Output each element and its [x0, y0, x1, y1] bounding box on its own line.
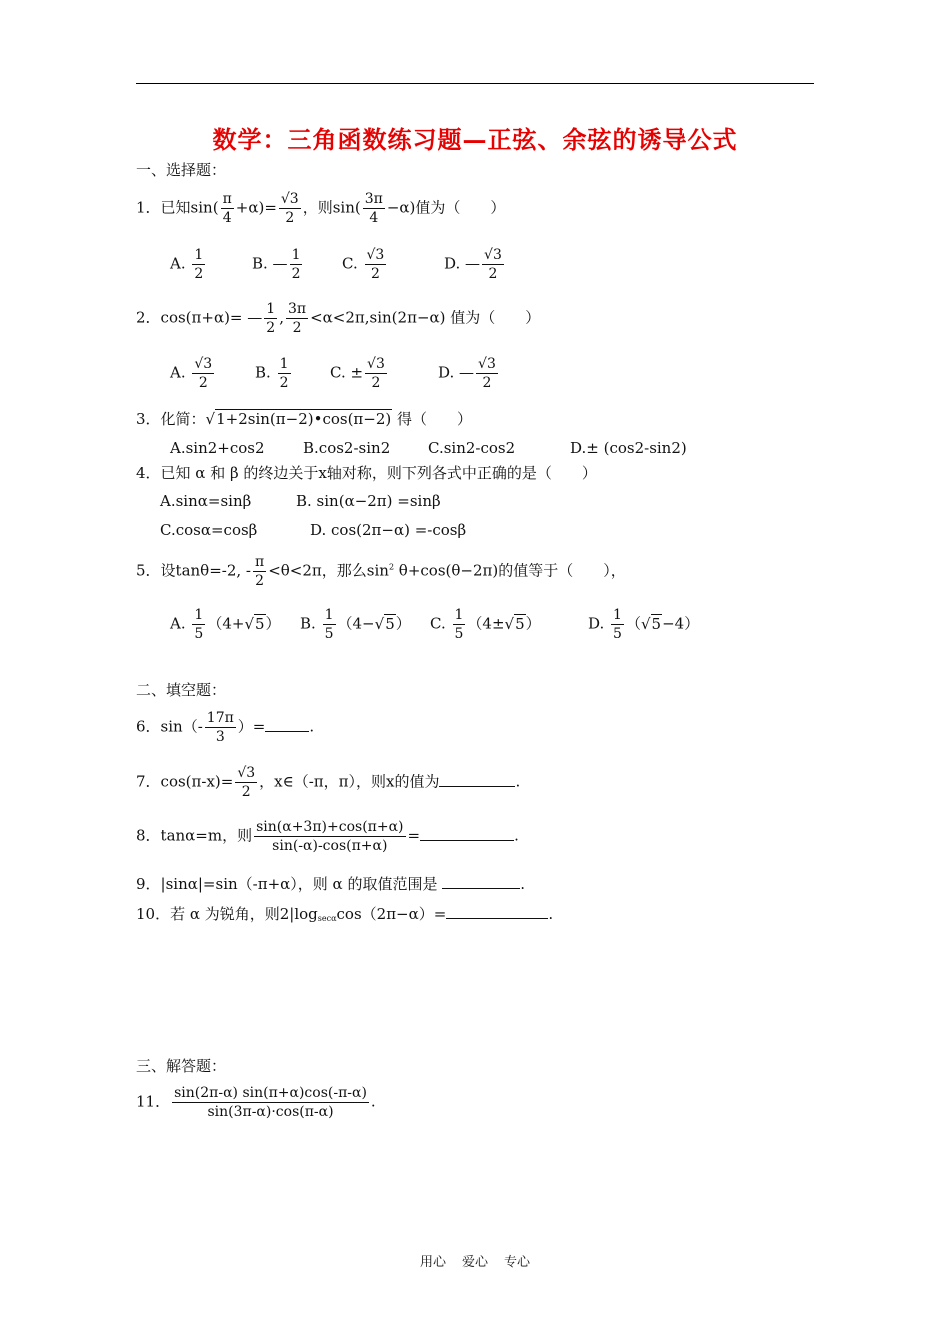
footer-text-1: 用心 [419, 1255, 446, 1270]
q2-prefix: 2．cos(π+α)= — [136, 308, 263, 327]
page-footer [0, 1251, 950, 1270]
q2-option-d: D. — $\frac{√3}{2}$ [438, 356, 496, 391]
page-title: 数学：三角函数练习题—正弦、余弦的诱导公式 [212, 125, 738, 154]
section-choice-heading: 一、选择题： [136, 161, 227, 179]
q1-frac-2: $\frac{√3}{2}$ [280, 191, 299, 226]
question-10: 10．若 α 为锐角，则$2|\log_{sec\alpha}\cos(2\pi-\alpha)=$ . [136, 905, 554, 923]
q3-option-b: B.cos2-sin2 [303, 439, 391, 457]
q2-frac-1: $\frac{1}{2}$ [266, 301, 276, 336]
question-7: 7．cos(π-x)= $\frac{√3}{2}$ ，x∈（-π，π），则x的值为 . [136, 765, 521, 800]
question-1 [136, 192, 505, 225]
q3-radical: √1+2sin(π−2)•cos(π−2) [205, 410, 392, 428]
question-2: 2．cos(π+α)= — $\frac{1}{2}$ , $\frac{3\pi}{2}$ <α<2π,sin(2π−α) 值为（ ） [136, 301, 541, 336]
question-4: 4．已知 α 和 β 的终边关于x轴对称，则下列各式中正确的是（ ） [136, 464, 597, 482]
q4-option-d: D. cos(2π−α) =-cosβ [310, 521, 467, 539]
q5-frac: $\frac{\pi}{2}$ [255, 554, 265, 589]
q2-option-b: B. $\frac{1}{2}$ [255, 356, 289, 391]
q5-option-a: A. $\frac{1}{5}$ （4+√5） [170, 607, 281, 642]
q3-option-a: A.sin2+cos2 [170, 439, 265, 457]
q8-frac: $\frac{\sin(\alpha+3\pi)+\cos(\pi+\alpha)}{\sin(-\alpha)-\cos(\pi+\alpha)}$ [256, 819, 404, 854]
q4-option-b: B. sin(α−2π) =sinβ [296, 492, 441, 510]
q3-prefix: 3．化简： [136, 410, 206, 428]
q6-frac: $\frac{17\pi}{3}$ [206, 710, 234, 745]
top-rule [136, 83, 814, 84]
question-5: 5．设tanθ=-2, - $\frac{\pi}{2}$ <θ<2π，那么$\sin^2 \theta+\cos(\theta-2\pi)$的值等于（ ）， [136, 554, 626, 589]
q7-frac: $\frac{√3}{2}$ [237, 765, 256, 800]
q1-frac-3: $\frac{3\pi}{4}$ [364, 191, 383, 226]
q1-frac-1: $\frac{\pi}{4}$ [222, 191, 232, 226]
q2-option-a: A. $\frac{√3}{2}$ [170, 356, 213, 391]
q3-suffix: 得（ ） [397, 410, 473, 428]
q1-mid-2: ，则sin( [302, 198, 361, 217]
question-3 [136, 412, 472, 427]
q7-answer-blank[interactable] [439, 774, 515, 787]
question-9: 9．|sinα|=sin（-π+α），则 α 的取值范围是 . [136, 875, 526, 893]
q5-option-d: D. $\frac{1}{5}$ （√5−4） [588, 607, 700, 642]
q1-prefix: 1．已知sin( [136, 198, 219, 217]
question-11: 11． $\frac{\sin(2\pi-\alpha) \sin(\pi+\alpha)\cos(-\pi-\alpha)}{\sin(3\pi-\alpha)\cdot\cos(\pi-\alpha)}$ . [136, 1085, 376, 1120]
q4-option-c: C.cosα=cosβ [160, 521, 258, 539]
q1-suffix: −α)值为（ ） [386, 198, 506, 217]
footer-text-2: 爱心 [461, 1255, 488, 1270]
q1-mid-1: +α)= [235, 198, 277, 217]
q2-suffix: <α<2π,sin(2π−α) 值为（ ） [310, 308, 541, 327]
q5-option-c: C. $\frac{1}{5}$ （4±√5） [430, 607, 541, 642]
question-8: 8．tanα=m，则 $\frac{\sin(\alpha+3\pi)+\cos(\pi+\alpha)}{\sin(-\alpha)-\cos(\pi+\alpha)}$ = . [136, 819, 519, 854]
section-answer-heading: 三、解答题： [136, 1057, 227, 1075]
question-6: 6．sin（- $\frac{17\pi}{3}$ ）= . [136, 710, 315, 745]
q11-frac: $\frac{\sin(2\pi-\alpha) \sin(\pi+\alpha)\cos(-\pi-\alpha)}{\sin(3\pi-\alpha)\cdot\cos(\pi-\alpha)}$ [174, 1085, 367, 1120]
q10-answer-blank[interactable] [446, 906, 548, 919]
q9-answer-blank[interactable] [442, 876, 520, 889]
footer-text-3: 专心 [504, 1255, 531, 1270]
q4-option-a: A.sinα=sinβ [160, 492, 252, 510]
q3-option-c: C.sin2-cos2 [428, 439, 516, 457]
q3-option-d: D.± (cos2-sin2) [570, 439, 687, 457]
q5-option-b: B. $\frac{1}{5}$ （4−√5） [300, 607, 411, 642]
section-fill-heading: 二、填空题： [136, 681, 227, 699]
q1-option-b: B. — $\frac{1}{2}$ [252, 247, 301, 282]
q1-option-d: D. — $\frac{√3}{2}$ [444, 247, 502, 282]
q2-option-c: C. ± $\frac{√3}{2}$ [330, 356, 385, 391]
q1-option-a: A. $\frac{1}{2}$ [170, 247, 204, 282]
q6-answer-blank[interactable] [265, 719, 309, 732]
q8-answer-blank[interactable] [420, 828, 514, 841]
q1-option-c: C. $\frac{√3}{2}$ [342, 247, 385, 282]
q2-frac-2: $\frac{3\pi}{2}$ [287, 301, 307, 336]
